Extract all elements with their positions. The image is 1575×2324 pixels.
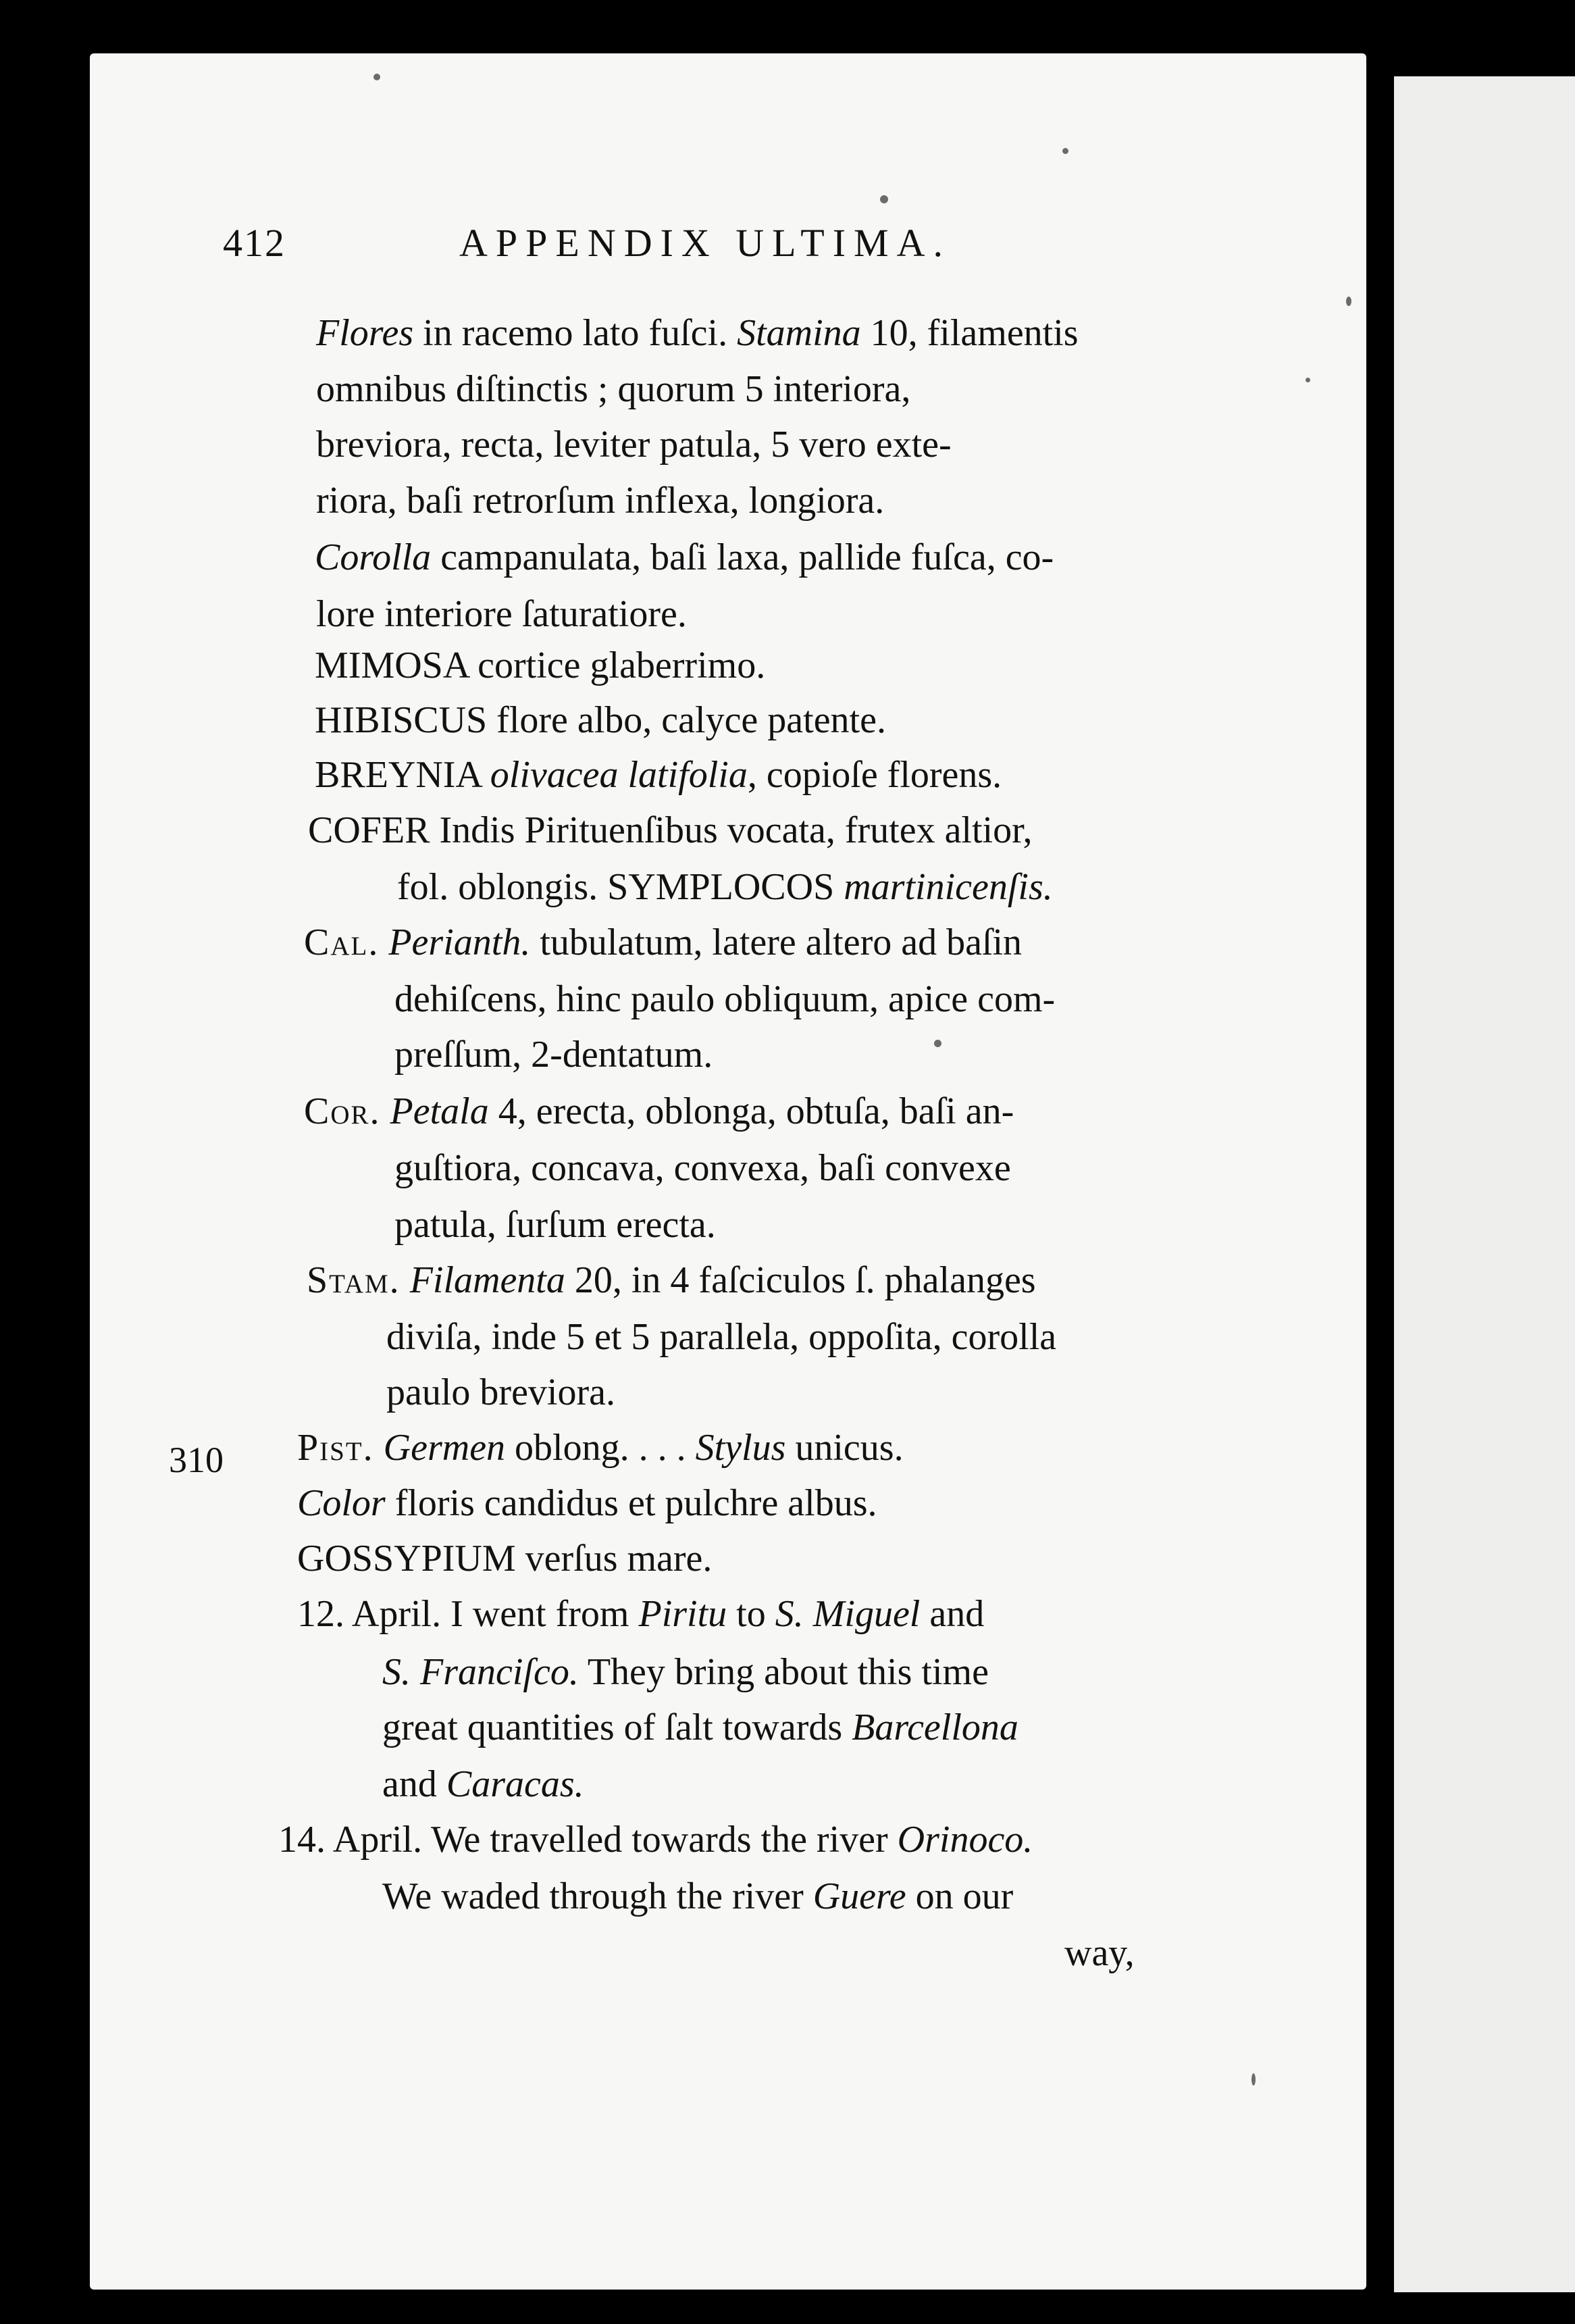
text-run: paulo breviora. [386, 1371, 615, 1413]
text-run: breviora, recta, leviter patula, 5 vero exte- [316, 424, 952, 465]
text-run: floris candidus et pulchre albus. [385, 1482, 877, 1524]
text-line [382, 1762, 584, 1807]
text-line [304, 920, 1022, 965]
text-run: Cal. [304, 921, 380, 963]
italic-run: S. Miguel [775, 1593, 921, 1635]
text-run: 4, erecta, oblonga, obtuſa, baſi an- [488, 1090, 1014, 1132]
italic-run: olivacea latifolia [490, 754, 748, 796]
text-run: We waded through the river [382, 1875, 813, 1917]
text-run: and [382, 1763, 446, 1805]
text-line [394, 1146, 1011, 1190]
italic-run: Piritu [638, 1593, 727, 1635]
speck [1346, 297, 1351, 306]
text-line [307, 1258, 1036, 1303]
text-run [381, 1090, 390, 1132]
text-run: patula, ſurſum erecta. [394, 1204, 716, 1246]
text-run: omnibus diſtinctis ; quorum 5 interiora, [316, 368, 911, 410]
italic-run: Guere [812, 1875, 906, 1917]
text-run: campanulata, baſi laxa, pallide fuſca, co- [431, 536, 1054, 578]
text-run: on our [906, 1875, 1014, 1917]
text-run: 14. April. We travelled towards the river [278, 1819, 898, 1861]
text-run: in racemo lato fuſci. [413, 312, 738, 354]
text-run: diviſa, inde 5 et 5 parallela, oppoſita, corolla [386, 1316, 1057, 1358]
text-line [297, 1425, 904, 1470]
text-run: oblong. . . . [505, 1427, 696, 1469]
text-run: Cor. [304, 1090, 381, 1132]
italic-run: Stylus [695, 1427, 786, 1469]
text-line [394, 977, 1055, 1021]
text-line [316, 422, 952, 467]
text-run: and [920, 1593, 985, 1635]
text-line [382, 1874, 1013, 1919]
text-line [315, 535, 1054, 580]
speck [1062, 148, 1068, 154]
text-run: BREYNIA [315, 754, 490, 796]
text-run: unicus. [785, 1427, 904, 1469]
text-run: preſſum, 2-dentatum. [394, 1034, 713, 1076]
text-line [278, 1817, 1033, 1862]
text-line [304, 1089, 1014, 1134]
italic-run: Flores [316, 312, 414, 354]
italic-run: Perianth. [388, 921, 531, 963]
speck [934, 1040, 941, 1047]
italic-run: Filamenta [409, 1259, 565, 1301]
text-run: , copioſe florens. [747, 754, 1002, 796]
text-line [1064, 1931, 1135, 1975]
text-run: Stam. [307, 1259, 401, 1301]
text-run: riora, baſi retrorſum inflexa, longiora. [316, 480, 885, 522]
text-line [297, 1592, 984, 1636]
margin-note: 310 [169, 1440, 224, 1480]
italic-run: Stamina [737, 312, 861, 354]
italic-run: Caracas. [446, 1763, 584, 1805]
text-run: way, [1064, 1932, 1135, 1974]
text-run [379, 921, 388, 963]
italic-run: Color [297, 1482, 386, 1524]
italic-run: Corolla [315, 536, 432, 578]
text-run: They bring about this time [578, 1651, 989, 1693]
text-run: fol. oblongis. SYMPLOCOS [397, 866, 844, 908]
speck [880, 195, 888, 203]
text-run [401, 1259, 410, 1301]
text-line [382, 1705, 1018, 1750]
running-title: APPENDIX ULTIMA. [459, 221, 951, 265]
text-line [316, 367, 910, 411]
text-line [394, 1203, 716, 1247]
facing-page-edge [1394, 76, 1575, 2292]
text-run: to [727, 1593, 775, 1635]
speck [373, 74, 380, 80]
text-line [297, 1536, 712, 1581]
text-line [316, 592, 687, 636]
text-run: 20, in 4 faſciculos ſ. phalanges [565, 1259, 1036, 1301]
text-run: GOSSYPIUM verſus mare. [297, 1538, 713, 1580]
text-run: 12. April. I went from [297, 1593, 639, 1635]
running-header [223, 220, 1101, 268]
text-line [315, 753, 1002, 797]
text-line [315, 643, 765, 688]
text-line [386, 1315, 1056, 1359]
text-line [308, 808, 1033, 853]
italic-run: S. Franciſco. [382, 1651, 579, 1693]
speck [1306, 378, 1310, 382]
text-line [394, 1032, 713, 1077]
italic-run: Orinoco. [897, 1819, 1033, 1861]
text-run [374, 1427, 384, 1469]
text-line [316, 478, 884, 523]
speck [1251, 2073, 1256, 2086]
text-line [316, 311, 1079, 355]
text-run: dehiſcens, hinc paulo obliquum, apice com- [394, 978, 1056, 1020]
text-run: lore interiore ſaturatiore. [316, 593, 687, 635]
text-run: HIBISCUS flore albo, calyce patente. [315, 699, 886, 741]
text-run: Pist. [297, 1427, 374, 1469]
text-line [382, 1650, 989, 1694]
text-line [297, 1481, 877, 1525]
text-run: guſtiora, concava, convexa, baſi convexe [394, 1147, 1011, 1189]
text-run: tubulatum, latere altero ad baſin [530, 921, 1023, 963]
italic-run: martinicenſis. [844, 866, 1053, 908]
text-run: 10, filamentis [860, 312, 1079, 354]
text-line [315, 698, 886, 742]
text-run: great quantities of ſalt towards [382, 1707, 852, 1748]
italic-run: Petala [390, 1090, 489, 1132]
italic-run: Barcellona [852, 1707, 1018, 1748]
text-line [386, 1370, 615, 1415]
text-line [397, 865, 1053, 909]
page-number: 412 [223, 221, 286, 265]
italic-run: Germen [383, 1427, 506, 1469]
text-run: COFER Indis Pirituenſibus vocata, frutex altior, [308, 809, 1033, 851]
text-run: MIMOSA cortice glaberrimo. [315, 645, 766, 686]
